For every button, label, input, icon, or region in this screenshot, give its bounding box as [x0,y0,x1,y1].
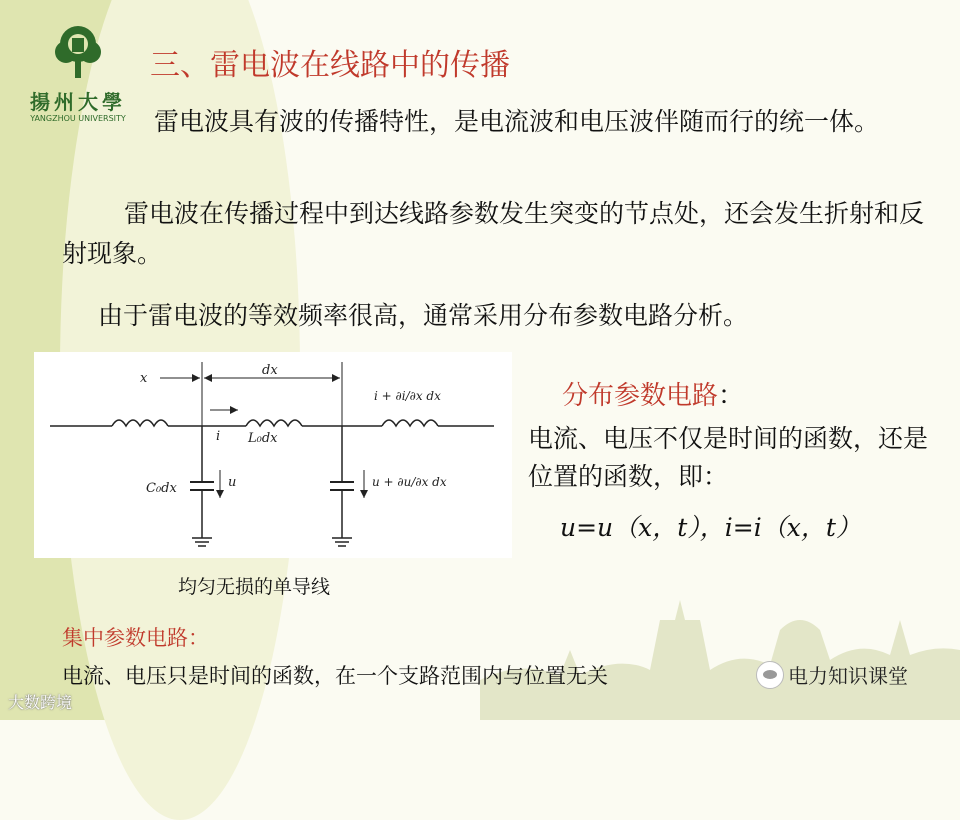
tree-emblem-icon [48,22,108,82]
label-i: i [216,429,221,444]
label-u: u [228,475,237,490]
distributed-formula: u=u（x，t），i=i（x，t） [560,513,861,542]
watermark-right [756,660,908,689]
slide-title: 三、雷电波在线路中的传播 [150,48,510,83]
label-u-plus: u + ∂u/∂x dx [372,475,447,489]
label-dx: dx [262,363,278,378]
transmission-line-diagram [34,352,512,558]
label-x: x [140,371,148,386]
label-C0dx: C₀dx [146,481,177,496]
paragraph-analysis: 由于雷电波的等效频率很高，通常采用分布参数电路分析。 [98,301,749,330]
figure-caption: 均匀无损的单导线 [178,576,331,598]
label-i-plus: i + ∂i/∂x dx [374,389,441,403]
logo-name-en: YANGZHOU UNIVERSITY [30,114,126,123]
distributed-circuit-text: 电流、电压不仅是时间的函数，还是位置的函数，即： [528,424,929,491]
background-skyline [480,560,960,720]
label-L0dx: L₀dx [248,431,278,446]
lumped-circuit-text: 电流、电压只是时间的函数，在一个支路范围内与位置无关 [62,664,608,688]
lumped-circuit-title: 集中参数电路： [62,626,209,650]
paragraph-refraction: 雷电波在传播过程中到达线路参数发生突变的节点处，还会发生折射和反射现象。 [62,199,925,268]
watermark-right-text: 电力知识课堂 [788,664,908,688]
distributed-circuit-colon: ： [718,381,745,411]
distributed-circuit-title: 分布参数电路 [562,381,719,411]
circuit-figure [34,352,512,558]
paragraph-wave-property: 雷电波具有波的传播特性，是电流波和电压波伴随而行的统一体。 [154,107,880,136]
watermark-left: 大数跨境 [8,693,73,712]
wechat-icon [756,661,784,689]
distributed-circuit-heading [562,375,744,412]
logo-name-cn: 揚州大學 [30,90,126,114]
